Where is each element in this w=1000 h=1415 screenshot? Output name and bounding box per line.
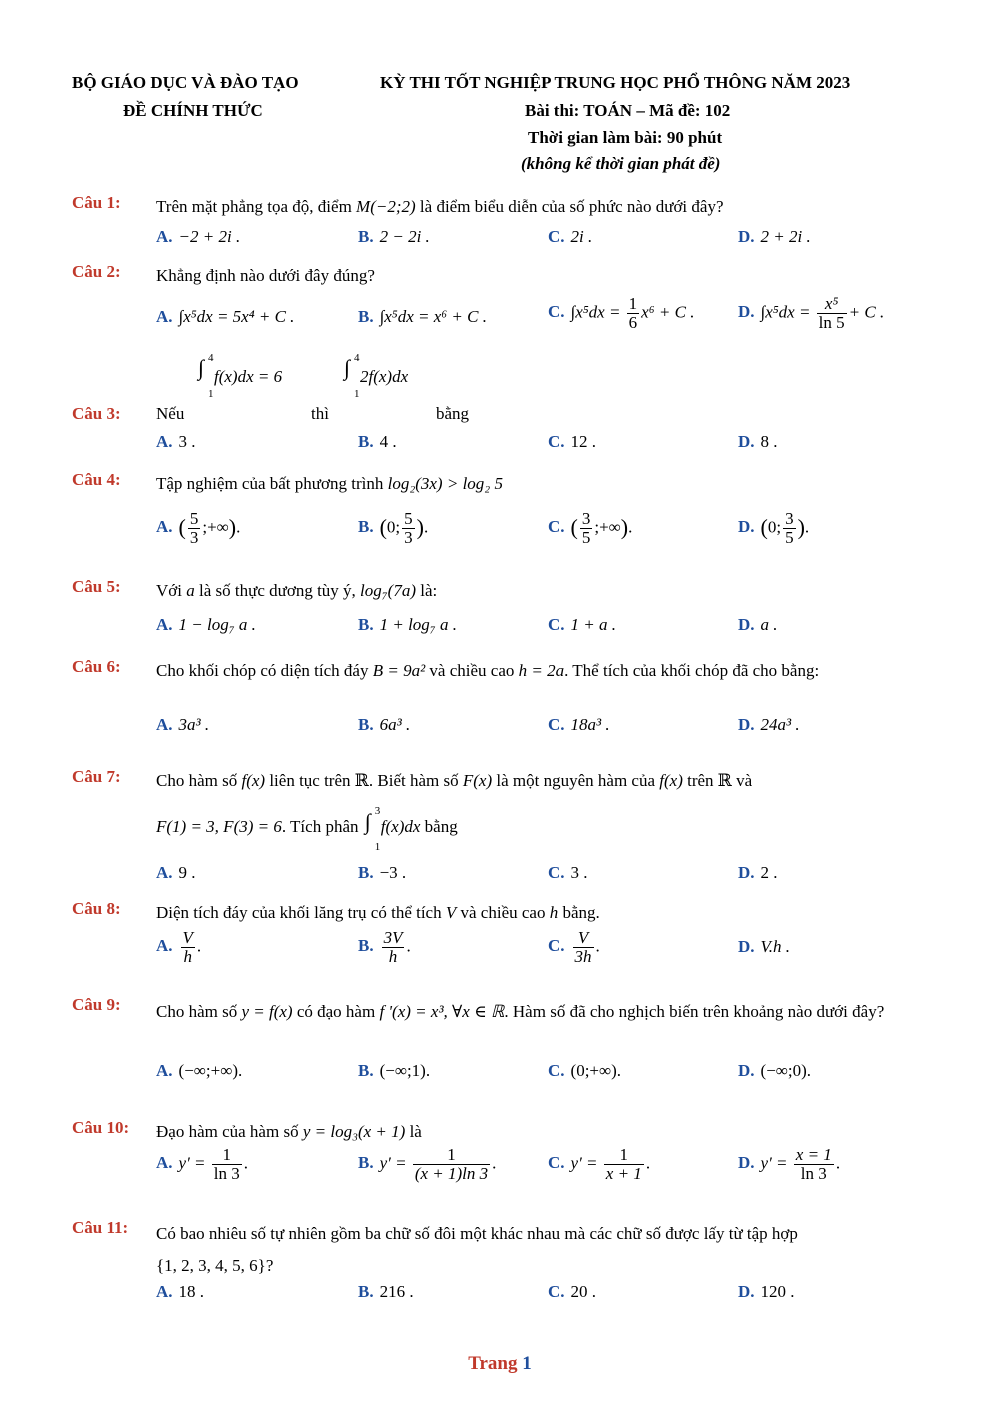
question-text: Diện tích đáy của khối lăng trụ có thể tích V và chiều cao h bằng.: [156, 903, 600, 922]
option-c[interactable]: C. 12 .: [548, 432, 597, 451]
question-text: Cho hàm số f(x) liên tục trên ℝ. Biết hàm số F(x) là một nguyên hàm của f(x) trên ℝ và: [156, 771, 753, 790]
question-text: Đạo hàm của hàm số y = log₃(x + 1) là: [156, 1122, 422, 1141]
question-label: Câu 3:: [72, 404, 121, 423]
option-b[interactable]: B. 6a³ .: [358, 715, 411, 734]
exam-subject: Bài thi: TOÁN – Mã đề: 102: [525, 101, 731, 120]
option-a[interactable]: A. y′ = $\frac{1}{\ln 3}$ .: [156, 1145, 249, 1183]
option-d[interactable]: D. 120 .: [738, 1282, 795, 1301]
option-a[interactable]: A. 3a³ .: [156, 715, 210, 734]
option-c[interactable]: C. $\frac{V}{3h}$ .: [548, 928, 600, 966]
option-c[interactable]: C. y′ = $\frac{1}{x + 1}$ .: [548, 1145, 651, 1183]
page-footer: [0, 1353, 1000, 1375]
question-label: Câu 8:: [72, 899, 121, 918]
option-d[interactable]: D. (−∞;0).: [738, 1061, 812, 1080]
option-c[interactable]: C. (0;+∞).: [548, 1061, 622, 1080]
option-d[interactable]: D. 2 + 2i .: [738, 227, 811, 246]
question-label: Câu 2:: [72, 262, 121, 281]
question-label: Câu 11:: [72, 1218, 129, 1237]
question-text: Khẳng định nào dưới đây đúng?: [156, 266, 375, 285]
option-d[interactable]: D. y′ = $\frac{x = 1}{\ln 3}$ .: [738, 1145, 841, 1183]
option-a[interactable]: A. (−∞;+∞).: [156, 1061, 243, 1080]
option-a[interactable]: A. −2 + 2i .: [156, 227, 241, 246]
option-b[interactable]: B. (0; $\frac{5}{3}$ ).: [358, 509, 429, 547]
question-label: Câu 1:: [72, 193, 121, 212]
option-b[interactable]: B. y′ = $\frac{1}{(x + 1)\ln 3}$ .: [358, 1145, 497, 1183]
question-text: Có bao nhiêu số tự nhiên gồm ba chữ số đôi một khác nhau mà các chữ số được lấy từ tập hợp {1, 2, 3, 4, 5, 6}?: [156, 1224, 798, 1275]
option-c[interactable]: C. ∫x⁵dx = $\frac{1}{6}$ x⁶ + C .: [548, 294, 695, 332]
option-a[interactable]: A. ( $\frac{5}{3}$ ;+∞).: [156, 509, 241, 547]
question-text: Trên mặt phẳng tọa độ, điểm M(−2;2) là điểm biểu diễn của số phức nào dưới đây?: [156, 197, 724, 216]
option-b[interactable]: B. 1 + log₇ a .: [358, 615, 457, 634]
exam-note: (không kể thời gian phát đề): [521, 154, 721, 173]
option-c[interactable]: C. ( $\frac{3}{5}$ ;+∞).: [548, 509, 633, 547]
option-a[interactable]: A. ∫x⁵dx = 5x⁴ + C .: [156, 307, 295, 326]
option-b[interactable]: B. 2 − 2i .: [358, 227, 430, 246]
option-a[interactable]: A. 18 .: [156, 1282, 205, 1301]
question-text: Với a là số thực dương tùy ý, log₇(7a) là:: [156, 581, 438, 600]
option-d[interactable]: D. a .: [738, 615, 778, 634]
option-d[interactable]: D. (0; $\frac{3}{5}$ ).: [738, 509, 810, 547]
question-label: Câu 5:: [72, 577, 121, 596]
question-label: Câu 10:: [72, 1118, 130, 1137]
option-a[interactable]: A. 3 .: [156, 432, 196, 451]
option-b[interactable]: B. ∫x⁵dx = x⁶ + C .: [358, 307, 487, 326]
option-b[interactable]: B. −3 .: [358, 863, 407, 882]
question-label: Câu 4:: [72, 470, 121, 489]
page-number: 1: [522, 1353, 532, 1374]
question-text: Cho hàm số y = f(x) có đạo hàm f '(x) = x³, ∀x ∈ ℝ. Hàm số đã cho nghịch biến trên khoảng nào dưới đây?: [156, 1002, 885, 1021]
option-c[interactable]: C. 3 .: [548, 863, 588, 882]
option-c[interactable]: C. 2i .: [548, 227, 593, 246]
option-a[interactable]: A. $\frac{V}{h}$ .: [156, 928, 202, 966]
exam-title: KỲ THI TỐT NGHIỆP TRUNG HỌC PHỔ THÔNG NĂM 2023: [380, 73, 851, 92]
option-b[interactable]: B. (−∞;1).: [358, 1061, 431, 1080]
option-d[interactable]: D. ∫x⁵dx = $\frac{\text{x⁵}}{\ln 5}$ + C .: [738, 294, 885, 332]
option-b[interactable]: B. 216 .: [358, 1282, 414, 1301]
option-a[interactable]: A. 9 .: [156, 863, 196, 882]
question-text: Cho khối chóp có diện tích đáy B = 9a² và chiều cao h = 2a. Thể tích của khối chóp đã cho bằng:: [156, 661, 820, 680]
question-text-2: F(1) = 3, F(3) = 6. Tích phân ∫ 3 1 f(x)dx bằng: [156, 805, 458, 853]
question-label: Câu 9:: [72, 995, 121, 1014]
option-d[interactable]: D. 24a³ .: [738, 715, 800, 734]
question-text: Nếu ∫ 4 1 f(x)dx = 6 thì ∫ 4 1 2f(x)dx bằng: [156, 352, 470, 423]
option-d[interactable]: D. 2 .: [738, 863, 778, 882]
official-label: ĐỀ CHÍNH THỨC: [123, 101, 263, 120]
option-d[interactable]: D. 8 .: [738, 432, 778, 451]
question-text: Tập nghiệm của bất phương trình log₂(3x) > log₂ 5: [156, 474, 503, 493]
option-c[interactable]: C. 18a³ .: [548, 715, 610, 734]
exam-time: Thời gian làm bài: 90 phút: [528, 128, 723, 147]
option-b[interactable]: B. $\frac{3V}{h}$ .: [358, 928, 411, 966]
option-b[interactable]: B. 4 .: [358, 432, 397, 451]
option-c[interactable]: C. 20 .: [548, 1282, 597, 1301]
option-d[interactable]: D. V.h .: [738, 937, 790, 956]
option-c[interactable]: C. 1 + a .: [548, 615, 617, 634]
option-a[interactable]: A. 1 − log₇ a .: [156, 615, 256, 634]
question-label: Câu 7:: [72, 767, 121, 786]
ministry-name: BỘ GIÁO DỤC VÀ ĐÀO TẠO: [72, 73, 299, 92]
page-label: Trang: [468, 1353, 518, 1374]
question-label: Câu 6:: [72, 657, 121, 676]
